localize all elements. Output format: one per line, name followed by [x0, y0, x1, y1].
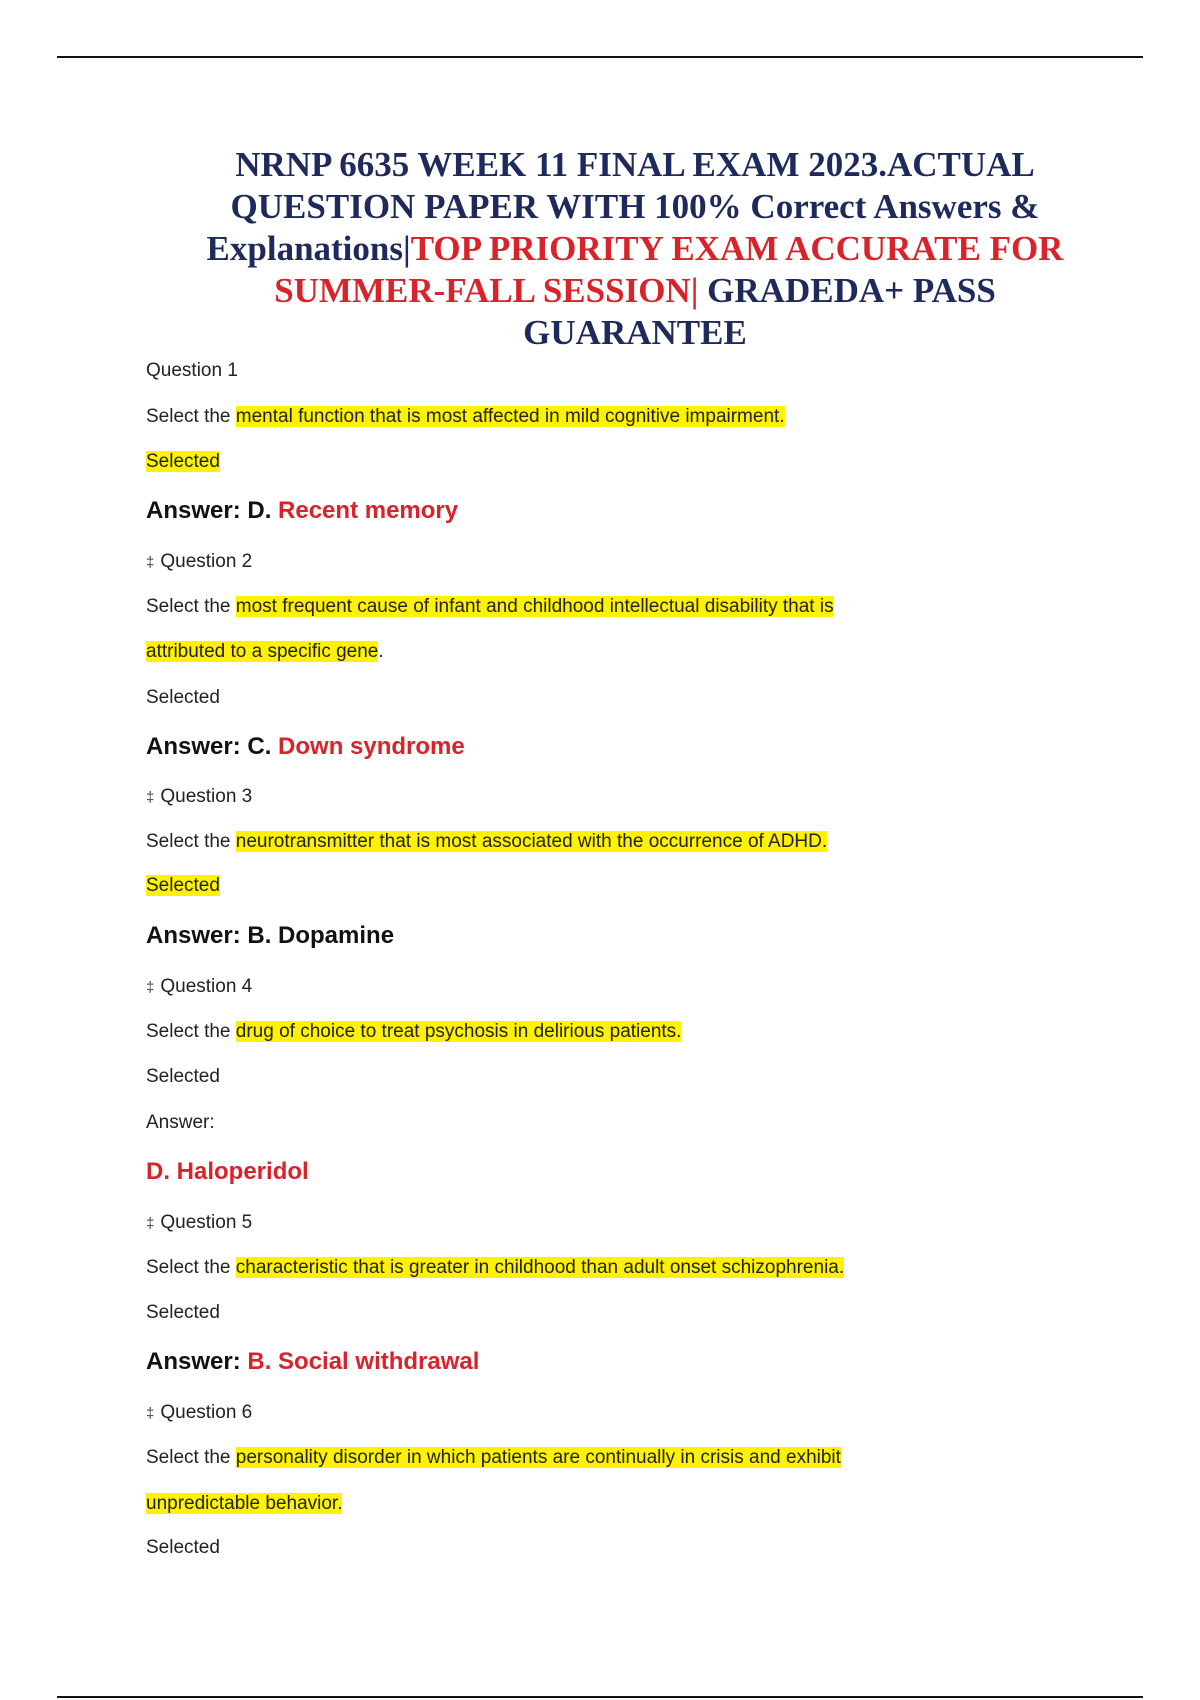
question-3-text: Select the neurotransmitter that is most associated with the occurrence of ADHD.: [146, 831, 828, 852]
bullet-icon: ‡: [146, 554, 155, 571]
bullet-icon: ‡: [146, 789, 155, 806]
question-4-answer: D. Haloperidol: [146, 1158, 309, 1185]
question-6-text-line-2: unpredictable behavior.: [146, 1493, 343, 1514]
question-3-selected: Selected: [146, 875, 220, 896]
question-3-label: ‡ Question 3: [146, 786, 253, 807]
question-2-label: ‡ Question 2: [146, 551, 253, 572]
question-2-text-line-2: attributed to a specific gene.: [146, 641, 384, 662]
question-4-answer-label: Answer:: [146, 1112, 215, 1133]
top-rule: [57, 56, 1143, 58]
title-line-2: QUESTION PAPER WITH 100% Correct Answers &: [230, 187, 1040, 226]
title-line-5: GUARANTEE: [523, 313, 747, 352]
question-4-text: Select the drug of choice to treat psychosis in delirious patients.: [146, 1021, 682, 1042]
title-line-3: Explanations|TOP PRIORITY EXAM ACCURATE FOR: [206, 229, 1064, 268]
question-5-selected: Selected: [146, 1302, 220, 1323]
question-4-label: ‡ Question 4: [146, 976, 253, 997]
bullet-icon: ‡: [146, 979, 155, 996]
question-2-text: Select the most frequent cause of infant and childhood intellectual disability that is: [146, 596, 834, 617]
question-1-answer: Answer: D. Recent memory: [146, 497, 459, 524]
bullet-icon: ‡: [146, 1405, 155, 1422]
question-1-selected: Selected: [146, 451, 220, 472]
bullet-icon: ‡: [146, 1215, 155, 1232]
title-line-4: SUMMER-FALL SESSION| GRADEDA+ PASS: [274, 271, 996, 310]
question-6-selected: Selected: [146, 1537, 220, 1558]
question-6-text: Select the personality disorder in which patients are continually in crisis and exhibit: [146, 1447, 841, 1468]
question-1-label: Question 1: [146, 360, 238, 381]
title-line-1: NRNP 6635 WEEK 11 FINAL EXAM 2023.ACTUAL: [235, 145, 1035, 184]
question-6-label: ‡ Question 6: [146, 1402, 253, 1423]
question-2-selected: Selected: [146, 687, 220, 708]
question-5-answer: Answer: B. Social withdrawal: [146, 1348, 480, 1375]
question-4-selected: Selected: [146, 1066, 220, 1087]
question-2-answer: Answer: C. Down syndrome: [146, 733, 465, 760]
question-3-answer: Answer: B. Dopamine: [146, 922, 395, 949]
question-1-text: Select the mental function that is most affected in mild cognitive impairment.: [146, 406, 785, 427]
bottom-rule: [57, 1696, 1143, 1698]
document-title: [150, 144, 1120, 354]
question-5-label: ‡ Question 5: [146, 1212, 253, 1233]
question-5-text: Select the characteristic that is greater in childhood than adult onset schizophrenia.: [146, 1257, 845, 1278]
